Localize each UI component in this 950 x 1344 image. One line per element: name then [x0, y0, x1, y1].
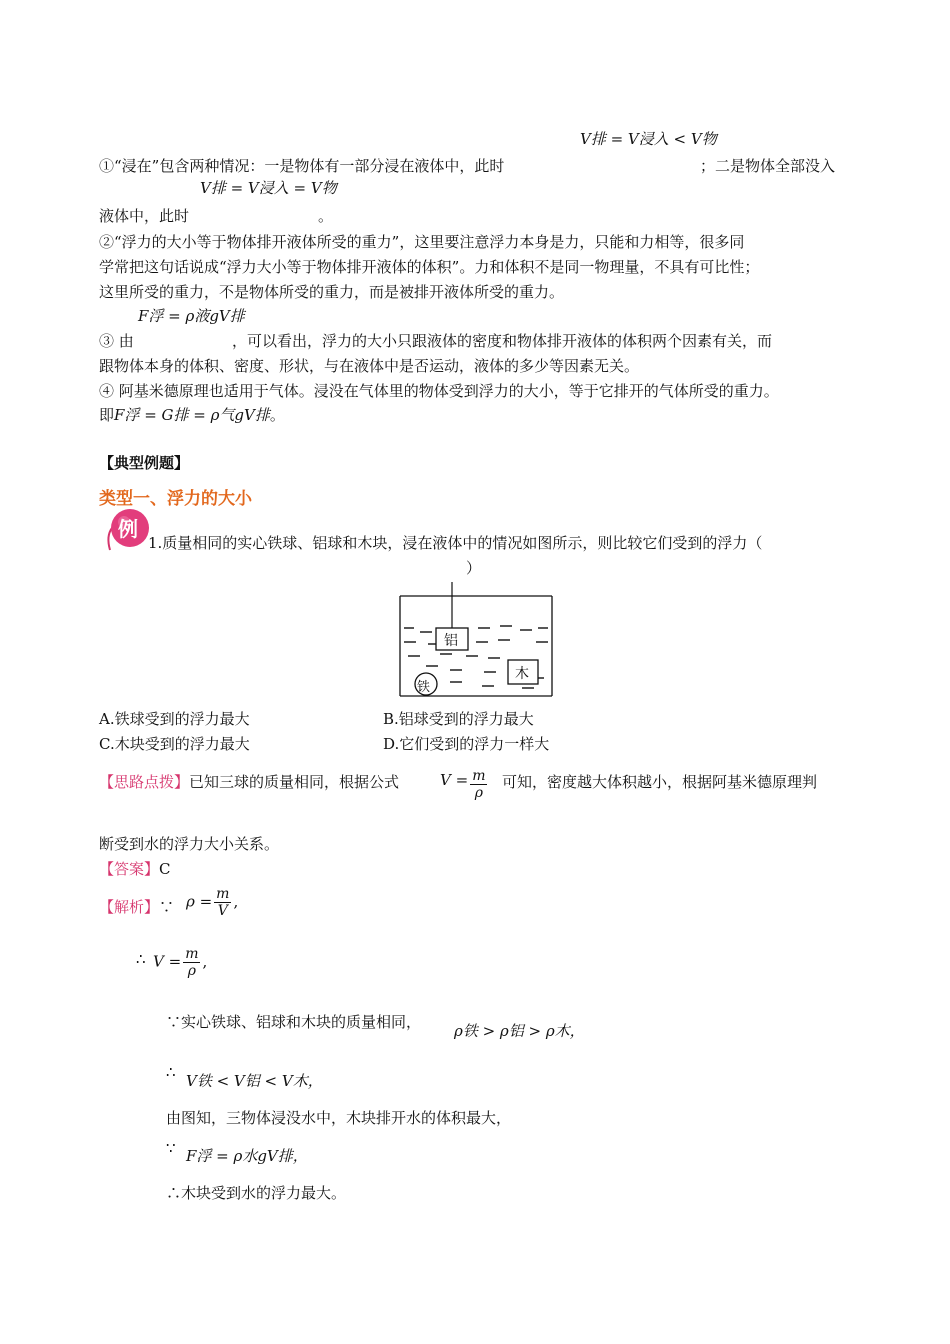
note-3-line-2: 跟物体本身的体积、密度、形状，与在液体中是否运动，液体的多少等因素无关。 — [99, 357, 640, 375]
note-4-text-a: 即 — [99, 406, 115, 424]
analysis-line-3-text: ∵实心铁球、铝球和木块的质量相同， — [166, 1013, 422, 1031]
therefore-symbol-1: ∴ — [136, 950, 146, 968]
because-symbol-2: ∵ — [166, 1139, 176, 1157]
hint-text-b: 可知，密度越大体积越小，根据阿基米德原理判 — [502, 773, 818, 791]
analysis-label — [99, 897, 174, 917]
type-one-heading: 类型一、浮力的大小 — [99, 489, 252, 509]
analysis-label-text: 【解析】 — [99, 898, 160, 916]
hint-label: 【思路点拨】 — [99, 773, 190, 791]
note-1-line-1 — [99, 156, 504, 176]
typical-examples-heading: 【典型例题】 — [99, 454, 190, 472]
because-symbol: ∵ — [159, 898, 175, 916]
formula-buoyancy-liquid: F浮 = ρ液gV排 — [138, 307, 245, 325]
answer-value: C — [159, 860, 171, 878]
analysis-line-5: 由图知，三物体浸没水中，木块排开水的体积最大， — [166, 1109, 512, 1127]
note-2-line-2: 学常把这句话说成“浮力大小等于物体排开液体的体积”。力和体积不是同一物理量，不具有可比性； — [99, 258, 760, 276]
hint-formula: V = $\frac{m}{\rho}$ — [440, 768, 486, 801]
option-a: A.铁球受到的浮力最大 — [99, 710, 250, 728]
example-badge — [104, 506, 154, 552]
density-formula: ρ = $\frac{m}{V}$ , — [186, 886, 239, 919]
answer-line — [99, 859, 171, 879]
formula-buoyancy-gas: F浮 = G排 = ρ气gV排 — [114, 406, 270, 424]
formula-v-full: V排 = V浸入 = V物 — [200, 179, 337, 197]
note-2-line-3: 这里所受的重力，不是物体所受的重力，而是被排开液体所受的重力。 — [99, 283, 565, 301]
hint-text-a: 已知三球的质量相同，根据公式 — [189, 773, 400, 791]
therefore-symbol-2: ∴ — [166, 1063, 176, 1081]
hint-line-1 — [99, 772, 399, 792]
option-c: C.木块受到的浮力最大 — [99, 735, 250, 753]
buoyancy-water-formula: F浮 = ρ水gV排， — [186, 1147, 308, 1165]
iron-label: 铁 — [417, 680, 431, 695]
wood-label: 木 — [515, 666, 529, 682]
note-4-line-2 — [99, 405, 285, 425]
buoyancy-figure — [396, 582, 556, 700]
density-comparison: ρ铁 > ρ铝 > ρ木， — [454, 1022, 585, 1040]
note-1-text-d: 。 — [318, 207, 334, 225]
answer-label: 【答案】 — [99, 860, 160, 878]
note-4-text-b: 。 — [269, 406, 285, 424]
example-badge-label: 例 — [118, 517, 138, 541]
note-1-text-c: 液体中，此时 — [99, 207, 190, 225]
volume-formula: V = $\frac{m}{\rho}$ , — [153, 946, 208, 979]
note-1-line-2 — [99, 206, 189, 226]
question-close-paren: ） — [466, 559, 482, 577]
question-text: 1.质量相同的实心铁球、铝球和木块，浸在液体中的情况如图所示，则比较它们受到的浮力（ — [148, 534, 763, 552]
note-3-text-b: ，可以看出，浮力的大小只跟液体的密度和物体排开液体的体积两个因素有关，而 — [232, 332, 773, 350]
note-1-text-b: ；二是物体全部没入 — [700, 157, 836, 175]
note-2-line-1: ②“浮力的大小等于物体排开液体所受的重力”，这里要注意浮力本身是力，只能和力相等，很多同 — [99, 233, 745, 251]
hint-line-2: 断受到水的浮力大小关系。 — [99, 835, 280, 853]
formula-v-partial: V排 = V浸入 < V物 — [580, 130, 717, 148]
note-3-text-a: ③ 由 — [99, 332, 134, 350]
note-1-text-a: ①“浸在”包含两种情况：一是物体有一部分浸在液体中，此时 — [99, 157, 505, 175]
option-d: D.它们受到的浮力一样大 — [383, 735, 550, 753]
analysis-conclusion: ∴木块受到水的浮力最大。 — [166, 1184, 347, 1202]
option-b: B.铝球受到的浮力最大 — [383, 710, 534, 728]
aluminum-label: 铝 — [444, 633, 458, 649]
note-4-line-1: ④ 阿基米德原理也适用于气体。浸没在气体里的物体受到浮力的大小，等于它排开的气体所受的重力。 — [99, 382, 779, 400]
volume-comparison: V铁 < V铝 < V木， — [186, 1072, 323, 1090]
